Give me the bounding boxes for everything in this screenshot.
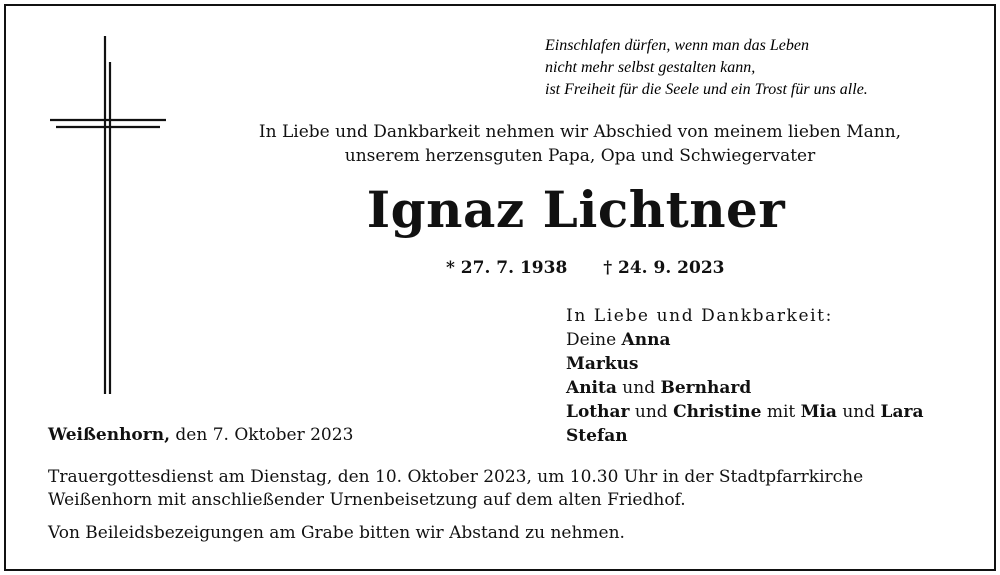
family-member: Stefan [566, 426, 628, 446]
birth-date: * 27. 7. 1938 [446, 258, 568, 278]
family-line [566, 352, 924, 376]
family-text: und [836, 402, 881, 422]
family-signature [566, 304, 924, 448]
death-date: † 24. 9. 2023 [603, 258, 725, 278]
life-dates [446, 258, 725, 278]
motto-line: nicht mehr selbst gestalten kann, [545, 59, 756, 76]
family-member: Bernhard [660, 378, 752, 398]
place: Weißenhorn, [48, 425, 171, 445]
family-member: Christine [673, 402, 762, 422]
intro-line: In Liebe und Dankbarkeit nehmen wir Abschied von meinem lieben Mann, [258, 122, 902, 142]
family-line [566, 328, 924, 352]
family-member: Lothar [566, 402, 630, 422]
family-line [566, 400, 924, 424]
family-text: Deine [566, 330, 622, 350]
service-line: Trauergottesdienst am Dienstag, den 10. Oktober 2023, um 10.30 Uhr in der Stadtpfarrkirche [48, 467, 864, 487]
motto-line: Einschlafen dürfen, wenn man das Leben [545, 37, 809, 54]
motto-line: ist Freiheit für die Seele und ein Trost für uns alle. [545, 81, 868, 98]
service-line: Weißenhorn mit anschließender Urnenbeisetzung auf dem alten Friedhof. [48, 490, 686, 510]
family-text: und [616, 378, 661, 398]
motto-quote [545, 35, 868, 101]
family-member: Markus [566, 354, 639, 374]
family-member: Lara [880, 402, 924, 422]
intro-text [190, 120, 970, 168]
family-line [566, 424, 924, 448]
family-heading: In Liebe und Dankbarkeit: [566, 306, 833, 326]
condolence-note: Von Beileidsbezeigungen am Grabe bitten wir Abstand zu nehmen. [48, 523, 625, 543]
deceased-name: Ignaz Lichtner [366, 180, 786, 239]
family-member: Mia [800, 402, 837, 422]
funeral-service-info [48, 466, 863, 512]
family-text: mit [761, 402, 801, 422]
place-and-date [48, 425, 353, 445]
intro-line: unserem herzensguten Papa, Opa und Schwiegervater [344, 146, 816, 166]
date: den 7. Oktober 2023 [170, 425, 354, 445]
family-member: Anita [566, 378, 617, 398]
family-text: und [629, 402, 674, 422]
family-line [566, 376, 924, 400]
family-member: Anna [621, 330, 671, 350]
